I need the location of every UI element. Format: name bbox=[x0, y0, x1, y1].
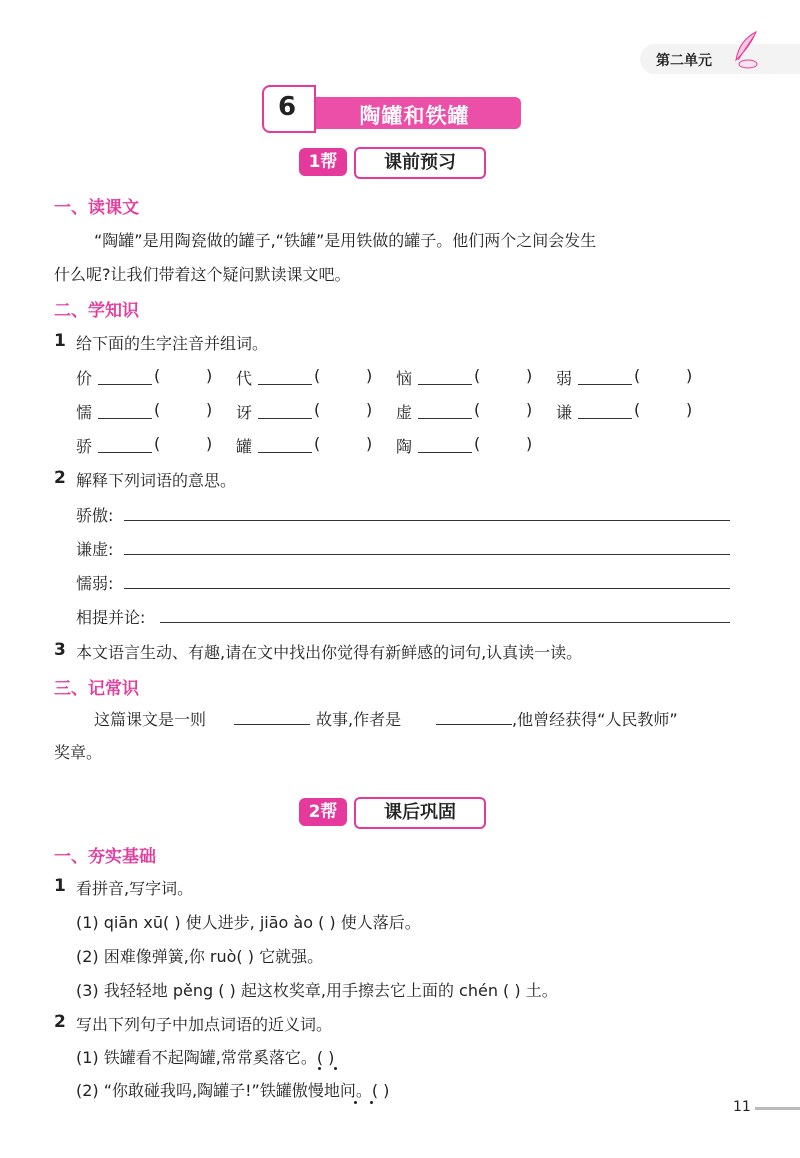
section-heading-knowledge: 三、记常识 bbox=[54, 679, 139, 699]
char-item: 虚 bbox=[396, 403, 413, 422]
answer-line[interactable] bbox=[124, 520, 730, 521]
author-blank[interactable] bbox=[436, 724, 512, 725]
paren-open: ( bbox=[314, 434, 321, 453]
char-item: 讶 bbox=[236, 403, 253, 422]
paren-close: ) bbox=[526, 400, 533, 419]
page-number: 11 bbox=[733, 1099, 751, 1115]
question-number: 2 bbox=[54, 468, 66, 488]
feather-icon bbox=[730, 30, 762, 70]
word-label: 骄傲: bbox=[76, 506, 114, 525]
synonym-line-2: (2) “你敢碰我吗,陶罐子!”铁罐傲慢地问。( ) bbox=[76, 1081, 390, 1100]
question-text: 给下面的生字注音并组词。 bbox=[76, 334, 269, 353]
knowledge-text-4: 奖章。 bbox=[54, 743, 103, 762]
char-blank[interactable] bbox=[98, 418, 152, 419]
question-number: 2 bbox=[54, 1012, 66, 1032]
knowledge-text-1: 这篇课文是一则 bbox=[94, 710, 207, 729]
paren-open: ( bbox=[474, 366, 481, 385]
intro-line-2: 什么呢?让我们带着这个疑问默读课文吧。 bbox=[54, 265, 351, 284]
char-blank[interactable] bbox=[98, 452, 152, 453]
char-item: 代 bbox=[236, 369, 253, 388]
question-text: 写出下列句子中加点词语的近义词。 bbox=[76, 1015, 333, 1034]
char-item: 懦 bbox=[76, 403, 93, 422]
unit-label: 第二单元 bbox=[656, 53, 712, 69]
word-label: 相提并论: bbox=[76, 608, 146, 627]
question-number: 1 bbox=[54, 876, 66, 896]
paren-close: ) bbox=[206, 400, 213, 419]
paren-open: ( bbox=[474, 400, 481, 419]
char-blank[interactable] bbox=[578, 384, 632, 385]
synonym-line-1: (1) 铁罐看不起陶罐,常常奚落它。( ) bbox=[76, 1048, 335, 1067]
part1-tag: 1帮 bbox=[299, 148, 347, 176]
paren-open: ( bbox=[314, 400, 321, 419]
answer-line[interactable] bbox=[124, 554, 730, 555]
char-blank[interactable] bbox=[418, 452, 472, 453]
word-label: 懦弱: bbox=[76, 574, 114, 593]
paren-close: ) bbox=[206, 434, 213, 453]
paren-open: ( bbox=[314, 366, 321, 385]
char-item: 谦 bbox=[556, 403, 573, 422]
char-item: 价 bbox=[76, 369, 93, 388]
answer-line[interactable] bbox=[124, 588, 730, 589]
paren-close: ) bbox=[526, 366, 533, 385]
question-text: 看拼音,写字词。 bbox=[76, 879, 194, 898]
knowledge-text-2: 故事,作者是 bbox=[316, 710, 402, 729]
paren-close: ) bbox=[206, 366, 213, 385]
word-label: 谦虚: bbox=[76, 540, 114, 559]
emphasis-dot bbox=[318, 1067, 321, 1070]
paren-open: ( bbox=[154, 434, 161, 453]
lesson-title: 陶罐和铁罐 bbox=[359, 104, 470, 128]
char-item: 弱 bbox=[556, 369, 573, 388]
pinyin-line-3: (3) 我轻轻地 pěng ( ) 起这枚奖章,用手擦去它上面的 chén ( ) 土。 bbox=[76, 981, 558, 1000]
knowledge-text-3: ,他曾经获得“人民教师” bbox=[512, 710, 678, 729]
question-text: 解释下列词语的意思。 bbox=[76, 471, 237, 490]
char-item: 恼 bbox=[396, 369, 413, 388]
paren-close: ) bbox=[526, 434, 533, 453]
emphasis-dot bbox=[370, 1101, 373, 1104]
section-heading-learn: 二、学知识 bbox=[54, 301, 139, 321]
pinyin-line-1: (1) qiān xū( ) 使人进步, jiāo ào ( ) 使人落后。 bbox=[76, 913, 421, 932]
char-blank[interactable] bbox=[258, 418, 312, 419]
char-item: 骄 bbox=[76, 437, 93, 456]
paren-close: ) bbox=[686, 366, 693, 385]
page-divider bbox=[755, 1107, 800, 1110]
char-blank[interactable] bbox=[98, 384, 152, 385]
answer-line[interactable] bbox=[160, 622, 730, 623]
paren-open: ( bbox=[634, 400, 641, 419]
char-item: 陶 bbox=[396, 437, 413, 456]
question-number: 3 bbox=[54, 640, 66, 660]
question-text: 本文语言生动、有趣,请在文中找出你觉得有新鲜感的词句,认真读一读。 bbox=[76, 643, 583, 662]
pinyin-line-2: (2) 困难像弹簧,你 ruò( ) 它就强。 bbox=[76, 947, 324, 966]
paren-close: ) bbox=[366, 400, 373, 419]
genre-blank[interactable] bbox=[234, 724, 310, 725]
section-heading-read: 一、读课文 bbox=[54, 198, 139, 218]
paren-open: ( bbox=[154, 366, 161, 385]
paren-open: ( bbox=[154, 400, 161, 419]
paren-close: ) bbox=[686, 400, 693, 419]
intro-line-1: “陶罐”是用陶瓷做的罐子,“铁罐”是用铁做的罐子。他们两个之间会发生 bbox=[94, 231, 597, 250]
char-blank[interactable] bbox=[418, 418, 472, 419]
paren-close: ) bbox=[366, 366, 373, 385]
char-blank[interactable] bbox=[258, 384, 312, 385]
char-blank[interactable] bbox=[258, 452, 312, 453]
lesson-number: 6 bbox=[277, 92, 297, 122]
paren-close: ) bbox=[366, 434, 373, 453]
part1-title: 课前预习 bbox=[354, 147, 486, 179]
question-number: 1 bbox=[54, 331, 66, 351]
char-item: 罐 bbox=[236, 437, 253, 456]
char-blank[interactable] bbox=[418, 384, 472, 385]
section-heading-basics: 一、夯实基础 bbox=[54, 847, 156, 867]
emphasis-dot bbox=[354, 1101, 357, 1104]
part2-tag: 2帮 bbox=[299, 798, 347, 826]
char-blank[interactable] bbox=[578, 418, 632, 419]
paren-open: ( bbox=[634, 366, 641, 385]
part2-title: 课后巩固 bbox=[354, 797, 486, 829]
emphasis-dot bbox=[334, 1067, 337, 1070]
paren-open: ( bbox=[474, 434, 481, 453]
